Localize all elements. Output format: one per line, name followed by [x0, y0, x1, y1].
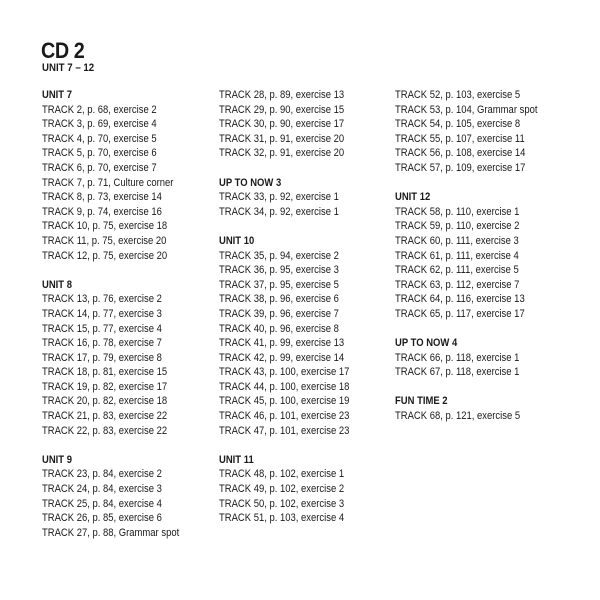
track-item: TRACK 64, p. 116, exercise 13 — [395, 293, 525, 306]
track-section — [219, 234, 394, 438]
track-item: TRACK 28, p. 89, exercise 13 — [219, 89, 345, 101]
track-item: TRACK 12, p. 75, exercise 20 — [42, 249, 168, 262]
track-item: TRACK 9, p. 74, exercise 16 — [42, 205, 162, 218]
track-item: TRACK 66, p. 118, exercise 1 — [395, 351, 520, 364]
track-item: TRACK 37, p. 95, exercise 5 — [219, 278, 339, 291]
track-item: TRACK 14, p. 77, exercise 3 — [42, 307, 162, 320]
track-item: TRACK 67, p. 118, exercise 1 — [395, 366, 520, 379]
track-section — [42, 278, 217, 439]
track-item: TRACK 31, p. 91, exercise 20 — [219, 132, 345, 145]
track-item: TRACK 6, p. 70, exercise 7 — [42, 161, 157, 174]
track-item: TRACK 41, p. 99, exercise 13 — [219, 337, 345, 350]
track-item: TRACK 7, p. 71, Culture corner — [42, 176, 174, 189]
track-column-2 — [219, 88, 394, 540]
track-item: TRACK 2, p. 68, exercise 2 — [42, 103, 157, 116]
track-item: TRACK 62, p. 111, exercise 5 — [395, 264, 519, 277]
track-section — [219, 88, 394, 161]
track-item: TRACK 23, p. 84, exercise 2 — [42, 468, 162, 481]
track-section — [219, 453, 394, 526]
track-item: TRACK 39, p. 96, exercise 7 — [219, 307, 339, 320]
track-item: TRACK 34, p. 92, exercise 1 — [219, 205, 339, 218]
track-item: TRACK 27, p. 88, Grammar spot — [42, 526, 180, 539]
track-item: TRACK 21, p. 83, exercise 22 — [42, 410, 168, 423]
track-item: TRACK 60, p. 111, exercise 3 — [395, 234, 519, 247]
track-section — [42, 88, 217, 263]
track-section — [42, 453, 217, 541]
track-item: TRACK 47, p. 101, exercise 23 — [219, 424, 350, 437]
track-item: TRACK 55, p. 107, exercise 11 — [395, 132, 525, 145]
track-item: TRACK 19, p. 82, exercise 17 — [42, 380, 168, 393]
track-item: TRACK 44, p. 100, exercise 18 — [219, 380, 350, 393]
track-item: TRACK 3, p. 69, exercise 4 — [42, 118, 157, 131]
track-item: TRACK 20, p. 82, exercise 18 — [42, 395, 168, 408]
track-item: TRACK 16, p. 78, exercise 7 — [42, 337, 162, 350]
section-heading: UP TO NOW 4 — [395, 337, 458, 350]
section-heading: UNIT 8 — [42, 278, 72, 291]
track-item: TRACK 5, p. 70, exercise 6 — [42, 147, 157, 160]
track-item: TRACK 22, p. 83, exercise 22 — [42, 424, 168, 437]
track-item: TRACK 36, p. 95, exercise 3 — [219, 264, 339, 277]
track-item: TRACK 58, p. 110, exercise 1 — [395, 205, 520, 218]
track-item: TRACK 51, p. 103, exercise 4 — [219, 512, 345, 525]
track-item: TRACK 49, p. 102, exercise 2 — [219, 483, 345, 496]
page-title: CD 2 — [41, 38, 85, 63]
track-item: TRACK 43, p. 100, exercise 17 — [219, 366, 350, 379]
track-item: TRACK 15, p. 77, exercise 4 — [42, 322, 162, 335]
track-item: TRACK 46, p. 101, exercise 23 — [219, 410, 350, 423]
track-item: TRACK 53, p. 104, Grammar spot — [395, 103, 538, 116]
track-item: TRACK 8, p. 73, exercise 14 — [42, 191, 162, 204]
track-item: TRACK 32, p. 91, exercise 20 — [219, 147, 345, 160]
track-item: TRACK 24, p. 84, exercise 3 — [42, 483, 162, 496]
track-item: TRACK 11, p. 75, exercise 20 — [42, 234, 167, 247]
section-heading: FUN TIME 2 — [395, 395, 448, 408]
track-item: TRACK 10, p. 75, exercise 18 — [42, 220, 168, 233]
track-item: TRACK 30, p. 90, exercise 17 — [219, 118, 345, 131]
track-item: TRACK 63, p. 112, exercise 7 — [395, 278, 520, 291]
track-item: TRACK 59, p. 110, exercise 2 — [395, 220, 520, 233]
track-item: TRACK 26, p. 85, exercise 6 — [42, 512, 162, 525]
track-item: TRACK 35, p. 94, exercise 2 — [219, 249, 339, 262]
track-item: TRACK 52, p. 103, exercise 5 — [395, 89, 521, 101]
track-item: TRACK 61, p. 111, exercise 4 — [395, 249, 519, 262]
track-item: TRACK 68, p. 121, exercise 5 — [395, 410, 521, 423]
track-item: TRACK 17, p. 79, exercise 8 — [42, 351, 162, 364]
track-item: TRACK 42, p. 99, exercise 14 — [219, 351, 345, 364]
track-item: TRACK 57, p. 109, exercise 17 — [395, 161, 526, 174]
track-item: TRACK 18, p. 81, exercise 15 — [42, 366, 168, 379]
track-item: TRACK 54, p. 105, exercise 8 — [395, 118, 521, 131]
track-section — [395, 336, 570, 380]
track-section — [395, 88, 570, 176]
track-item: TRACK 40, p. 96, exercise 8 — [219, 322, 339, 335]
track-item: TRACK 4, p. 70, exercise 5 — [42, 132, 157, 145]
track-item: TRACK 56, p. 108, exercise 14 — [395, 147, 526, 160]
track-item: TRACK 48, p. 102, exercise 1 — [219, 468, 345, 481]
track-item: TRACK 29, p. 90, exercise 15 — [219, 103, 345, 116]
track-section — [395, 190, 570, 321]
track-item: TRACK 65, p. 117, exercise 17 — [395, 307, 525, 320]
track-item: TRACK 13, p. 76, exercise 2 — [42, 293, 162, 306]
track-section — [395, 394, 570, 423]
track-item: TRACK 45, p. 100, exercise 19 — [219, 395, 350, 408]
track-section — [219, 176, 394, 220]
section-heading: UNIT 12 — [395, 191, 431, 204]
track-item: TRACK 33, p. 92, exercise 1 — [219, 191, 339, 204]
track-item: TRACK 38, p. 96, exercise 6 — [219, 293, 339, 306]
track-column-3 — [395, 88, 570, 438]
section-heading: UNIT 9 — [42, 453, 72, 466]
page-subtitle: UNIT 7 – 12 — [42, 62, 95, 74]
track-column-1 — [42, 88, 217, 555]
section-heading: UNIT 7 — [42, 89, 72, 101]
section-heading: UNIT 11 — [219, 453, 254, 466]
section-heading: UNIT 10 — [219, 234, 255, 247]
track-item: TRACK 50, p. 102, exercise 3 — [219, 497, 345, 510]
track-item: TRACK 25, p. 84, exercise 4 — [42, 497, 162, 510]
section-heading: UP TO NOW 3 — [219, 176, 282, 189]
